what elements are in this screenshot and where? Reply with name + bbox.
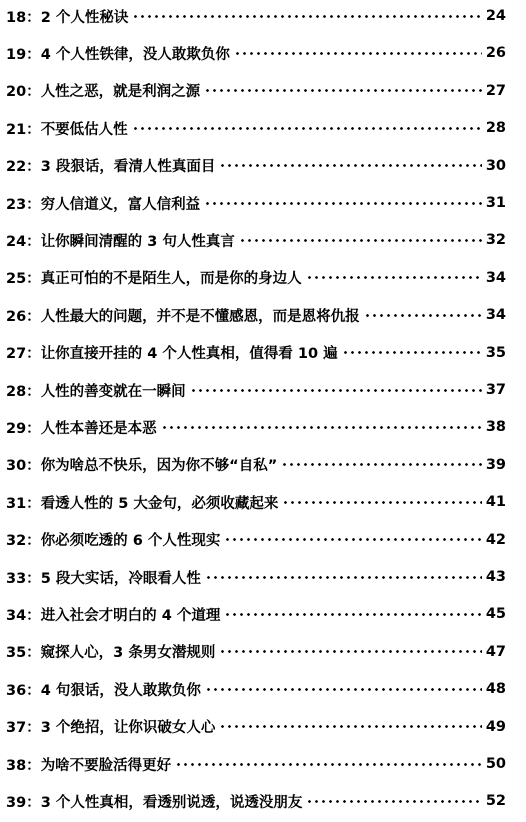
entry-page-number: 52 — [485, 793, 506, 810]
dot-leader — [342, 342, 482, 364]
entry-number: 38： — [6, 757, 41, 774]
entry-title: 让你直接开挂的 4 个人性真相，值得看 10 遍 — [40, 346, 338, 363]
entry-page-number: 38 — [485, 419, 506, 436]
entry-number: 32： — [6, 533, 41, 550]
entry-number: 39： — [6, 794, 41, 811]
dot-leader — [132, 117, 482, 139]
dot-leader — [219, 641, 481, 663]
toc-entry[interactable] — [6, 267, 506, 289]
entry-title: 穷人信道义，富人信利益 — [40, 196, 201, 213]
toc-entry[interactable] — [6, 42, 506, 64]
toc-entry[interactable] — [6, 229, 506, 251]
toc-entry[interactable] — [6, 678, 506, 700]
toc-entry[interactable] — [6, 716, 506, 738]
dot-leader — [132, 5, 481, 27]
entry-title: 你为啥总不快乐，因为你不够“自私” — [40, 458, 278, 475]
dot-leader — [205, 566, 482, 588]
dot-leader — [281, 454, 482, 476]
entry-page-number: 35 — [485, 344, 506, 361]
dot-leader — [161, 416, 482, 438]
toc-entry[interactable] — [6, 529, 506, 551]
entry-page-number: 45 — [485, 606, 506, 623]
entry-number: 23： — [6, 196, 41, 213]
entry-number: 37： — [6, 720, 41, 737]
toc-entry[interactable] — [6, 566, 506, 588]
entry-number: 26： — [6, 308, 41, 325]
dot-leader — [306, 267, 482, 289]
toc-entry[interactable] — [6, 342, 506, 364]
dot-leader — [205, 678, 482, 700]
entry-page-number: 28 — [485, 120, 506, 137]
entry-number: 27： — [6, 346, 41, 363]
dot-leader — [364, 304, 482, 326]
entry-page-number: 39 — [485, 456, 506, 473]
toc-entry[interactable] — [6, 603, 506, 625]
entry-page-number: 42 — [485, 531, 506, 548]
entry-title: 5 段大实话，冷眼看人性 — [40, 570, 201, 587]
entry-number: 33： — [6, 570, 41, 587]
entry-title: 看透人性的 5 大金句，必须收藏起来 — [40, 495, 279, 512]
toc-entry[interactable] — [6, 753, 506, 775]
entry-title: 4 个人性铁律，没人敢欺负你 — [40, 46, 230, 63]
dot-leader — [219, 155, 481, 177]
entry-page-number: 47 — [485, 643, 506, 660]
entry-page-number: 37 — [485, 382, 506, 398]
entry-number: 21： — [6, 121, 41, 138]
entry-title: 2 个人性秘诀 — [40, 9, 129, 26]
entry-page-number: 34 — [485, 269, 506, 286]
entry-number: 29： — [6, 420, 41, 437]
entry-title: 人性本善还是本恶 — [40, 420, 157, 437]
dot-leader — [239, 229, 482, 251]
toc-entry[interactable] — [6, 80, 506, 102]
entry-page-number: 27 — [485, 82, 506, 99]
entry-page-number: 48 — [485, 681, 506, 698]
entry-title: 3 个绝招，让你识破女人心 — [40, 720, 216, 737]
entry-number: 31： — [6, 495, 41, 512]
entry-number: 19： — [6, 46, 41, 63]
dot-leader — [234, 42, 482, 64]
dot-leader — [219, 716, 481, 738]
dot-leader — [175, 753, 482, 775]
entry-title: 不要低估人性 — [40, 121, 128, 138]
entry-number: 24： — [6, 233, 41, 250]
entry-title: 3 段狠话，看清人性真面目 — [40, 159, 216, 176]
entry-title: 让你瞬间清醒的 3 句人性真言 — [40, 233, 235, 250]
dot-leader — [204, 80, 482, 102]
dot-leader — [306, 790, 481, 812]
entry-page-number: 50 — [485, 756, 506, 772]
entry-number: 18： — [6, 9, 41, 26]
dot-leader — [224, 529, 481, 551]
entry-page-number: 30 — [485, 157, 506, 174]
entry-title: 4 句狠话，没人敢欺负你 — [40, 682, 201, 699]
entry-page-number: 31 — [485, 195, 506, 211]
toc-entry[interactable] — [6, 790, 506, 812]
entry-page-number: 49 — [485, 718, 506, 735]
toc-entry[interactable] — [6, 5, 506, 27]
dot-leader — [282, 491, 481, 513]
entry-number: 28： — [6, 383, 41, 400]
toc-entry[interactable] — [6, 454, 506, 476]
toc-entry[interactable] — [6, 416, 506, 438]
entry-title: 你必须吃透的 6 个人性现实 — [40, 533, 221, 550]
entry-page-number: 34 — [485, 307, 506, 324]
entry-number: 22： — [6, 159, 41, 176]
entry-title: 3 个人性真相，看透别说透，说透没朋友 — [40, 794, 303, 811]
toc-entry[interactable] — [6, 641, 506, 663]
entry-title: 人性最大的问题，并不是不懂感恩，而是恩将仇报 — [40, 308, 360, 325]
entry-page-number: 41 — [485, 494, 506, 511]
dot-leader — [224, 603, 481, 625]
toc-entry[interactable] — [6, 117, 506, 139]
dot-leader — [204, 192, 482, 214]
entry-page-number: 43 — [485, 569, 506, 585]
entry-number: 35： — [6, 645, 41, 662]
toc-entry[interactable] — [6, 491, 506, 513]
entry-title: 为啥不要脸活得更好 — [40, 757, 172, 774]
entry-number: 30： — [6, 458, 41, 475]
entry-title: 窥探人心，3 条男女潜规则 — [40, 645, 216, 662]
entry-page-number: 24 — [485, 8, 506, 24]
entry-number: 20： — [6, 84, 41, 101]
entry-number: 36： — [6, 682, 41, 699]
dot-leader — [190, 379, 482, 401]
toc-entry[interactable] — [6, 155, 506, 177]
entry-title: 进入社会才明白的 4 个道理 — [40, 607, 221, 624]
toc-entry[interactable] — [6, 304, 506, 326]
entry-number: 25： — [6, 271, 41, 288]
entry-number: 34： — [6, 607, 41, 624]
toc-entry[interactable] — [6, 192, 506, 214]
entry-title: 人性的善变就在一瞬间 — [40, 383, 186, 400]
entry-page-number: 32 — [485, 232, 506, 249]
entry-page-number: 26 — [485, 45, 506, 62]
entry-title: 真正可怕的不是陌生人，而是你的身边人 — [40, 271, 302, 288]
toc-entry[interactable] — [6, 379, 506, 401]
entry-title: 人性之恶，就是利润之源 — [40, 84, 201, 101]
